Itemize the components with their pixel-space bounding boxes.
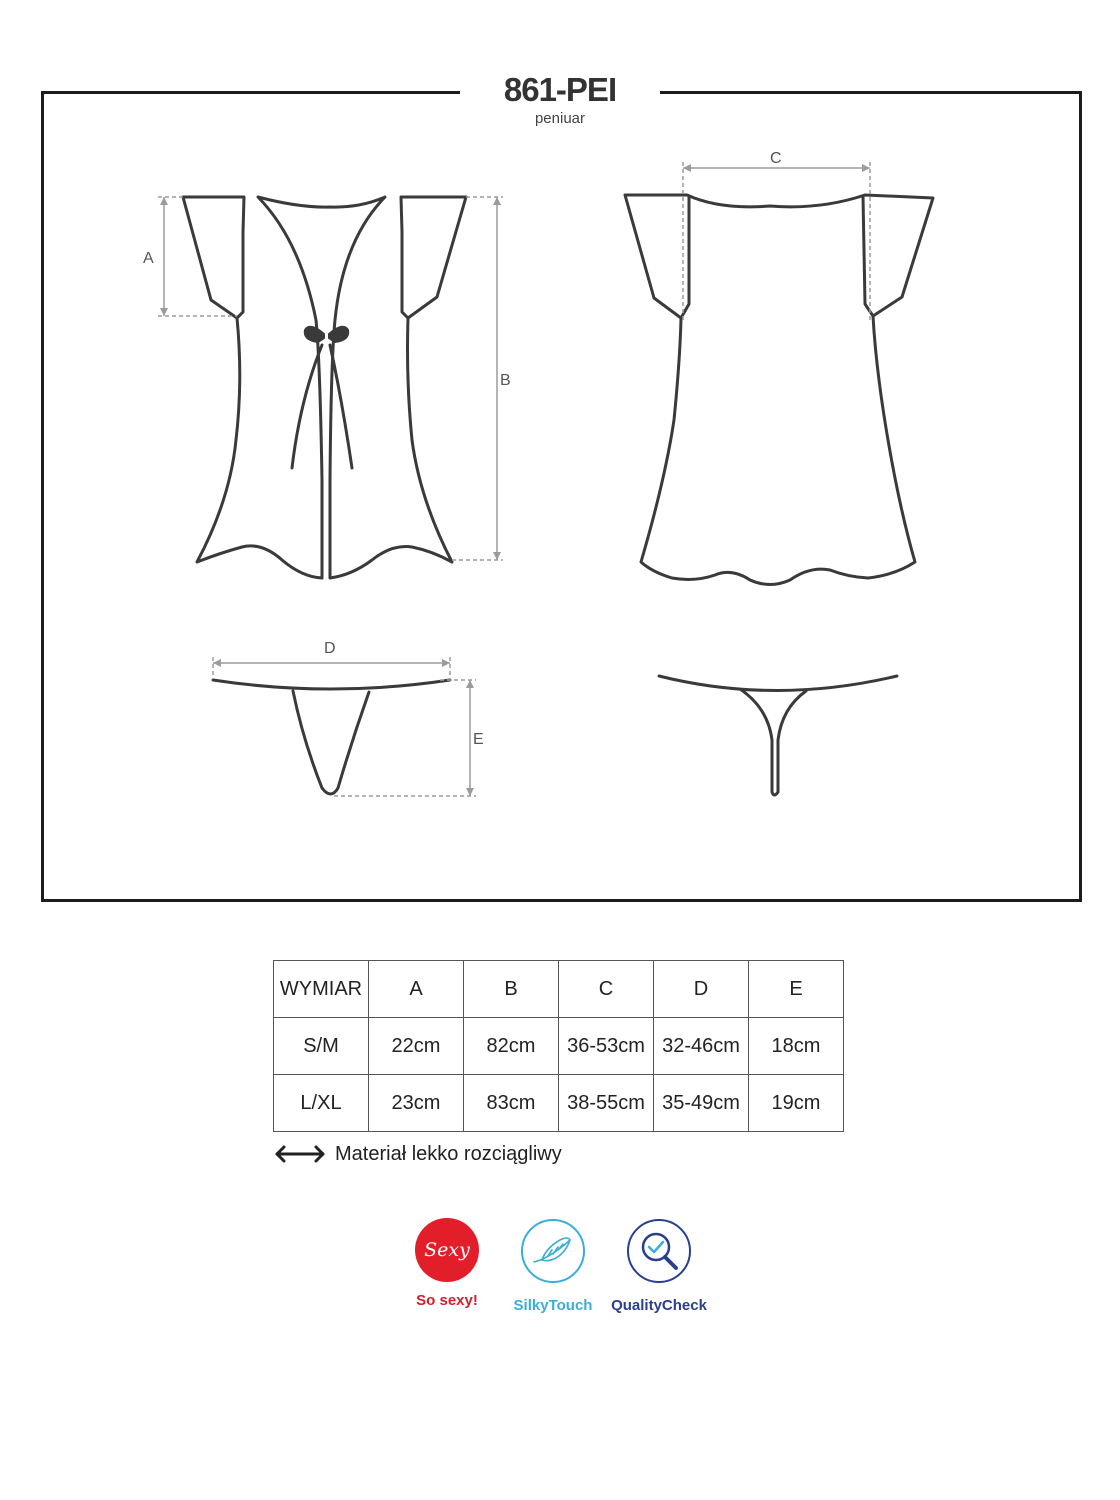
table-header-cell: WYMIAR — [274, 961, 369, 1018]
thong-back-outline — [659, 676, 897, 795]
table-header-cell: E — [749, 961, 844, 1018]
badge-label: QualityCheck — [611, 1297, 707, 1314]
dimension-label-b: B — [500, 372, 511, 389]
table-cell: 36-53cm — [559, 1018, 654, 1075]
quality-check-icon — [626, 1218, 692, 1284]
thong-front-outline — [213, 680, 450, 794]
table-header-cell: B — [464, 961, 559, 1018]
robe-front-outline — [183, 197, 466, 578]
table-header-cell: A — [369, 961, 464, 1018]
dimension-label-d: D — [324, 640, 336, 657]
size-table — [273, 960, 844, 1132]
stretch-note-text: Materiał lekko rozciągliwy — [335, 1142, 562, 1165]
table-cell: 35-49cm — [654, 1075, 749, 1132]
product-code: 861-PEI — [503, 71, 617, 108]
badge-silky-touch — [498, 1218, 608, 1314]
table-cell: L/XL — [274, 1075, 369, 1132]
table-header-cell: C — [559, 961, 654, 1018]
badge-label: SilkyTouch — [513, 1297, 593, 1314]
table-cell: 83cm — [464, 1075, 559, 1132]
table-cell: 82cm — [464, 1018, 559, 1075]
robe-back-outline — [625, 195, 933, 585]
badge-label: So sexy! — [416, 1292, 478, 1309]
dimension-label-c: C — [770, 150, 782, 167]
sexy-icon: Sexy — [415, 1218, 479, 1282]
table-row — [274, 1075, 844, 1132]
double-arrow-icon — [273, 1142, 327, 1166]
table-cell: 32-46cm — [654, 1018, 749, 1075]
table-cell: 38-55cm — [559, 1075, 654, 1132]
table-cell: 23cm — [369, 1075, 464, 1132]
table-cell: S/M — [274, 1018, 369, 1075]
robe-ribbon-right — [330, 345, 352, 468]
stretch-note — [273, 1142, 562, 1166]
robe-bow — [305, 327, 348, 342]
feather-icon — [520, 1218, 586, 1284]
table-cell: 19cm — [749, 1075, 844, 1132]
product-type: peniuar — [534, 110, 586, 127]
badge-quality-check — [604, 1218, 714, 1314]
dimension-label-a: A — [143, 250, 154, 267]
table-header-row — [274, 961, 844, 1018]
table-row — [274, 1018, 844, 1075]
table-cell: 22cm — [369, 1018, 464, 1075]
dimension-label-e: E — [473, 731, 484, 748]
table-header-cell: D — [654, 961, 749, 1018]
badge-so-sexy — [392, 1218, 502, 1309]
table-cell: 18cm — [749, 1018, 844, 1075]
